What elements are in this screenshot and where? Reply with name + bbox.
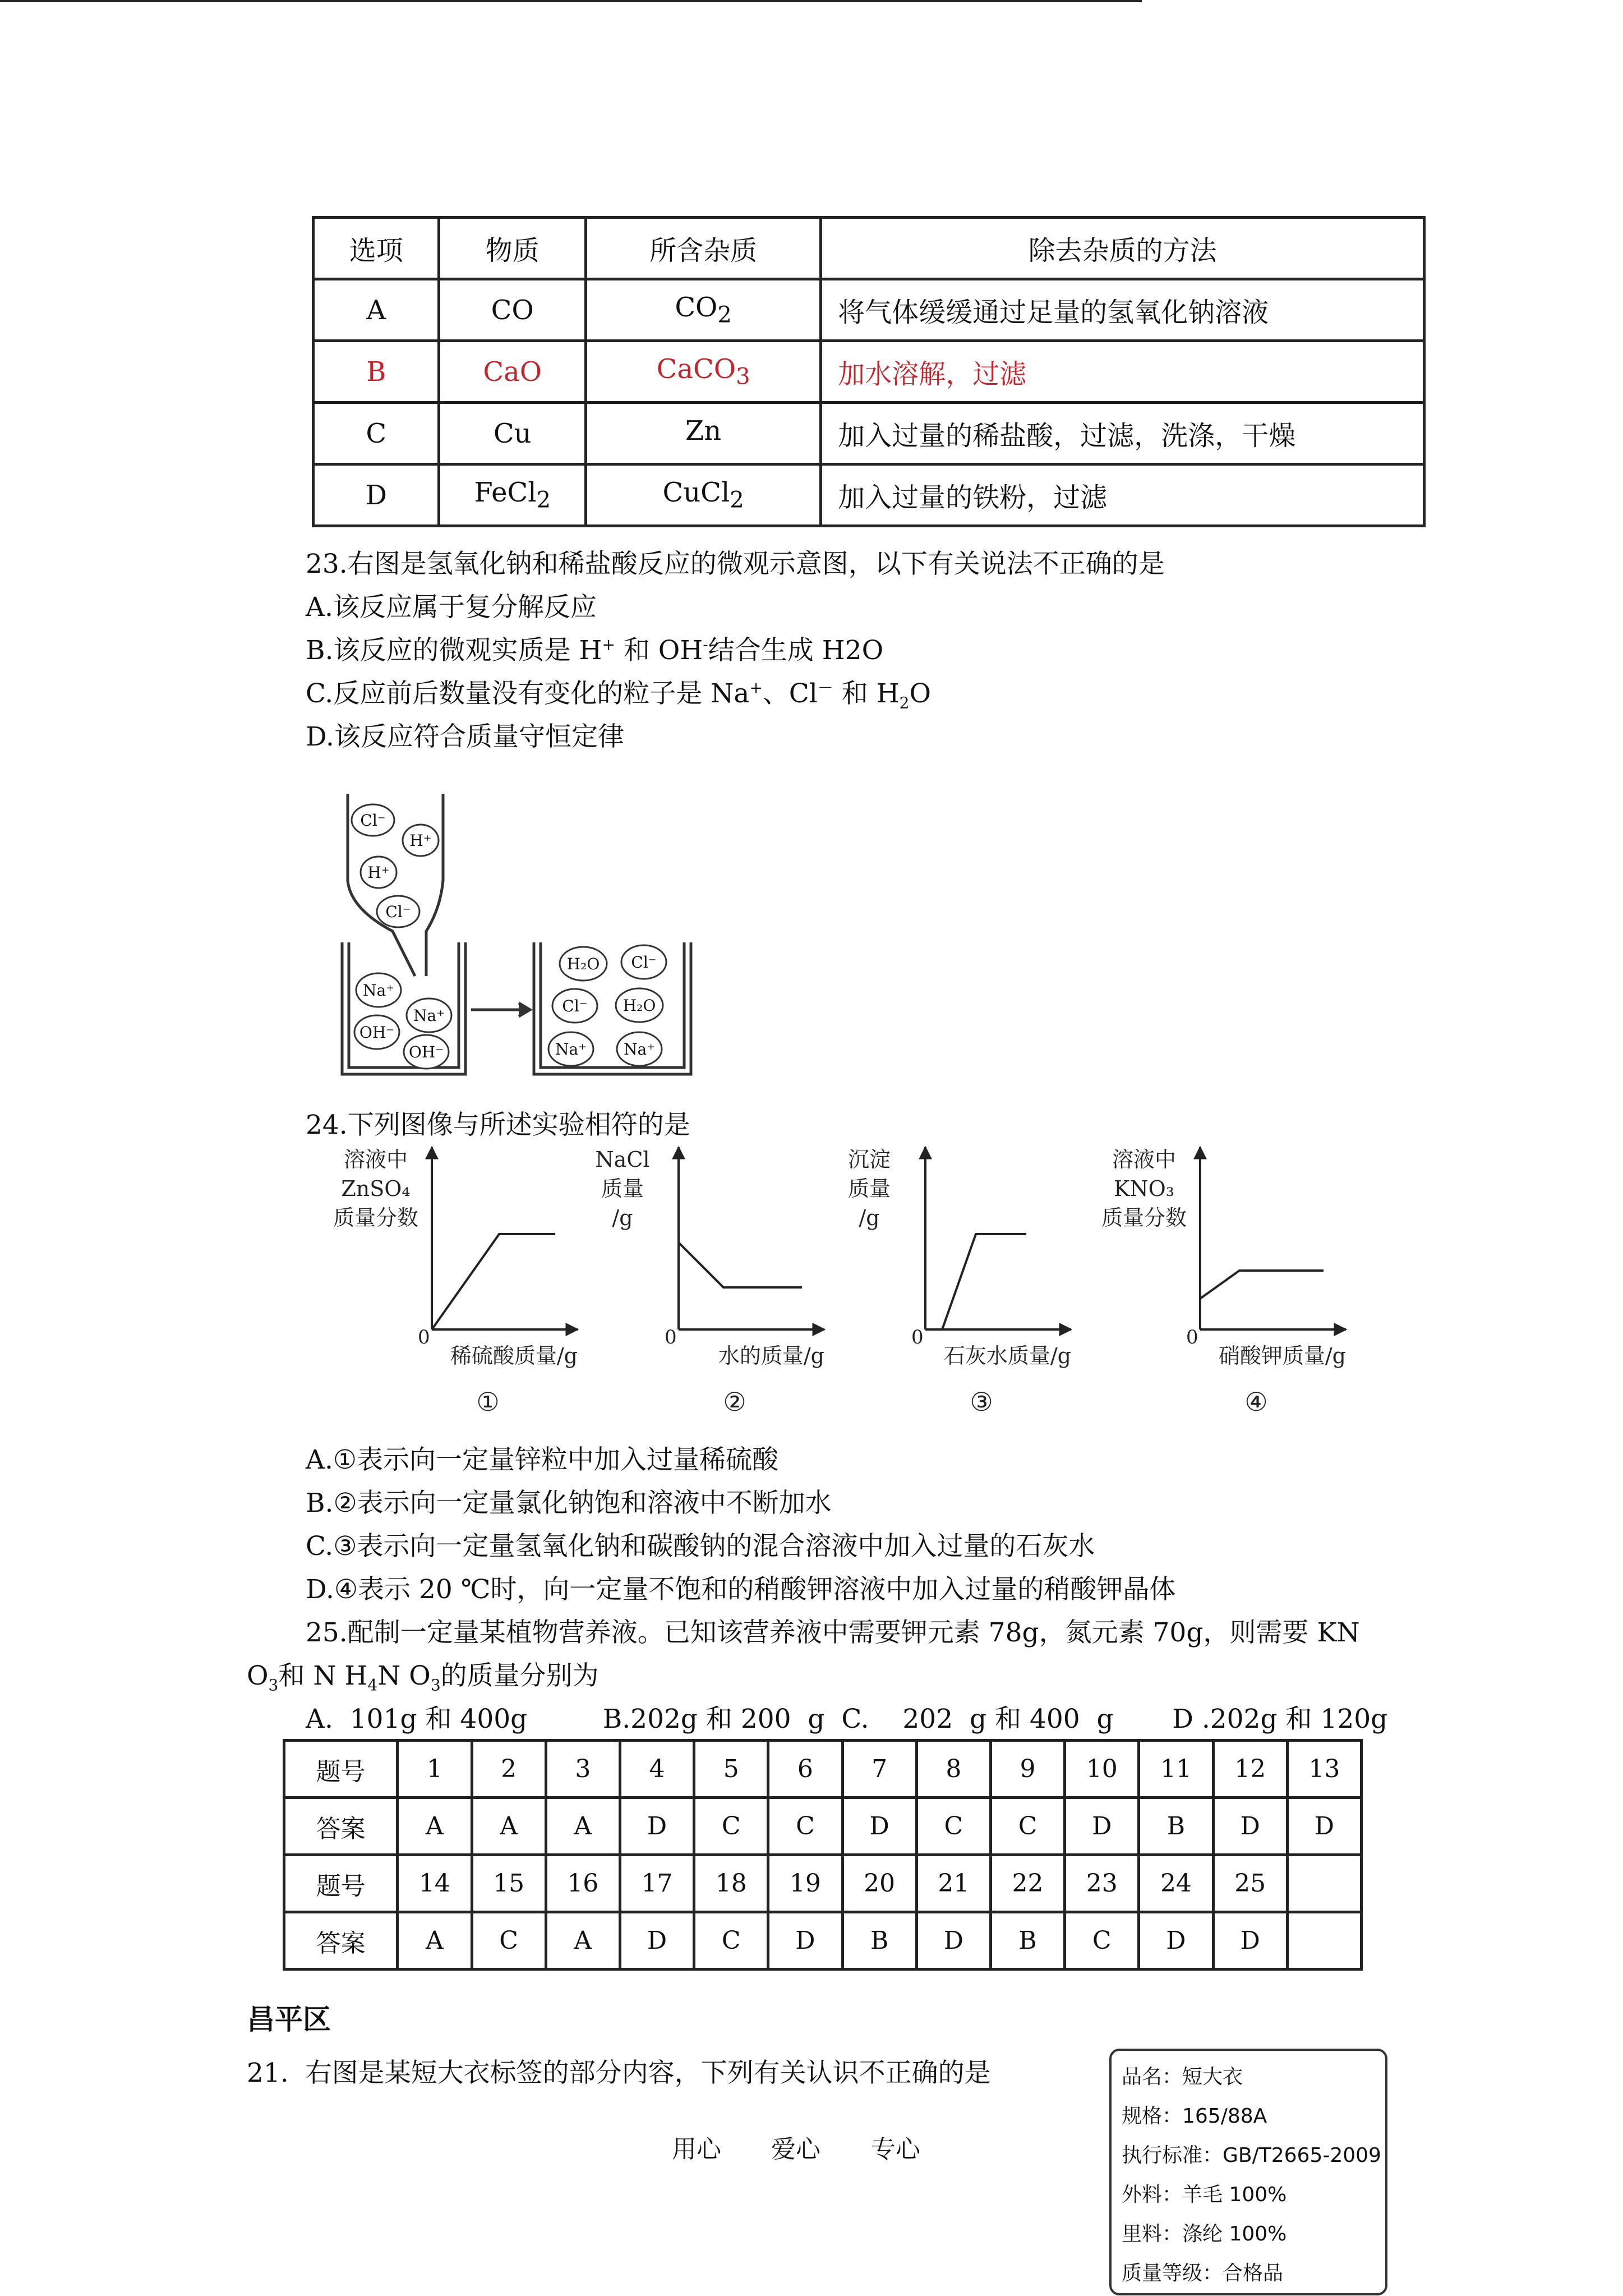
- q24-option-c: C.③表示向一定量氢氧化钠和碳酸钠的混合溶液中加入过量的石灰水: [306, 1531, 1095, 1562]
- answer-cell: D: [1139, 1912, 1213, 1970]
- label-line: 品名：短大衣: [1122, 2065, 1243, 2088]
- ion-label: Cl⁻: [360, 811, 386, 830]
- garment-label: [1109, 2049, 1387, 2295]
- answer-cell: 23: [1065, 1855, 1139, 1912]
- footer-word: 用心: [672, 2135, 721, 2164]
- row-label: 答案: [284, 1798, 398, 1855]
- graph-y-label: 质量: [601, 1176, 644, 1201]
- cell-option: C: [313, 403, 439, 464]
- cell-method: 加水溶解，过滤: [821, 341, 1424, 403]
- answer-cell: 21: [916, 1855, 990, 1912]
- cell-substance: CO: [439, 279, 586, 341]
- q25-stem-line1: 25.配制一定量某植物营养液。已知该营养液中需要钾元素 78g，氮元素 70g，则需要 KN: [306, 1617, 1360, 1648]
- row-label: 题号: [284, 1855, 398, 1912]
- cell-method: 加入过量的稀盐酸，过滤，洗涤，干燥: [821, 403, 1424, 464]
- answer-cell: A: [398, 1912, 472, 1970]
- answer-cell: D: [1287, 1798, 1361, 1855]
- ion-label: Na⁺: [555, 1040, 587, 1059]
- cell-method: 将气体缓缓通过足量的氢氧化钠溶液: [821, 279, 1424, 341]
- answer-cell: 24: [1139, 1855, 1213, 1912]
- cell-substance: Cu: [439, 403, 586, 464]
- funnel-right-wall: [426, 794, 443, 976]
- table-row: [313, 341, 1424, 403]
- answer-cell: 22: [990, 1855, 1064, 1912]
- answer-row: [284, 1798, 1362, 1855]
- graph-y-label: ZnSO₄: [341, 1176, 411, 1201]
- graph-y-label: /g: [612, 1205, 633, 1230]
- answer-cell: 16: [546, 1855, 620, 1912]
- graph-curve: [942, 1234, 1026, 1329]
- answer-table: [283, 1739, 1363, 1971]
- ion-label: Na⁺: [413, 1006, 445, 1025]
- label-line: 规格：165/88A: [1122, 2105, 1267, 2128]
- q23-option-a: A.该反应属于复分解反应: [306, 592, 597, 623]
- q24-stem: 24.下列图像与所述实验相符的是: [306, 1110, 690, 1140]
- answer-row: [284, 1741, 1362, 1798]
- q25-options: A. 101g 和 400g B.202g 和 200 g C. 202 g 和 400 g D .202g 和 120g: [306, 1704, 1388, 1734]
- cell-substance: CaO: [439, 341, 586, 403]
- graph-3: [848, 1147, 1071, 1417]
- label-line: 外料：羊毛 100%: [1122, 2183, 1287, 2206]
- header-impurity: 所含杂质: [586, 218, 821, 279]
- answer-cell: C: [694, 1912, 768, 1970]
- q21-stem: 21. 右图是某短大衣标签的部分内容，下列有关认识不正确的是: [247, 2058, 991, 2088]
- answer-row: [284, 1855, 1362, 1912]
- header-method: 除去杂质的方法: [821, 218, 1424, 279]
- graph-x-label: 石灰水质量/g: [943, 1343, 1071, 1368]
- answer-cell: D: [1065, 1798, 1139, 1855]
- answer-cell: 2: [472, 1741, 546, 1798]
- q23-option-c: C.反应前后数量没有变化的粒子是 Na+、Cl－ 和 $H_2O$: [306, 678, 932, 712]
- answer-cell: 4: [620, 1741, 694, 1798]
- ion-label: Cl⁻: [385, 903, 411, 921]
- cell-option: B: [313, 341, 439, 403]
- q24-option-a: A.①表示向一定量锌粒中加入过量稀硫酸: [306, 1444, 779, 1475]
- graph-y-label: 质量分数: [333, 1205, 419, 1230]
- label-line: 里料：涤纶 100%: [1122, 2223, 1287, 2246]
- answer-cell: 8: [916, 1741, 990, 1798]
- answer-cell: 11: [1139, 1741, 1213, 1798]
- table-header-row: [313, 218, 1424, 279]
- cell-impurity: $CO_2$: [586, 279, 821, 341]
- answer-cell: 17: [620, 1855, 694, 1912]
- graph-number: ③: [970, 1387, 993, 1417]
- cell-impurity: CaCO$_3$: [586, 341, 821, 403]
- answer-cell: 1: [398, 1741, 472, 1798]
- answer-cell: A: [398, 1798, 472, 1855]
- graph-origin: 0: [1186, 1326, 1198, 1349]
- answer-cell: B: [990, 1912, 1064, 1970]
- answer-cell: C: [1065, 1912, 1139, 1970]
- graph-x-label: 水的质量/g: [718, 1343, 824, 1368]
- cell-option: A: [313, 279, 439, 341]
- cell-impurity: Zn: [586, 403, 821, 464]
- header-rule: [0, 0, 1142, 2]
- ion-label: Na⁺: [363, 981, 394, 1000]
- graph-y-label: 沉淀: [847, 1147, 891, 1172]
- reaction-diagram: [336, 791, 701, 1088]
- ion-label: Na⁺: [624, 1040, 655, 1059]
- answer-row: [284, 1912, 1362, 1970]
- table-row: [313, 403, 1424, 464]
- answer-cell: 25: [1213, 1855, 1287, 1912]
- answer-cell: 6: [768, 1741, 842, 1798]
- cell-substance: FeCl$_2$: [439, 464, 586, 526]
- answer-cell: 20: [842, 1855, 916, 1912]
- footer-word: 专心: [871, 2135, 920, 2164]
- answer-cell: C: [768, 1798, 842, 1855]
- label-line: 质量等级：合格品: [1122, 2262, 1284, 2285]
- graph-origin: 0: [665, 1326, 677, 1349]
- graph-x-label: 硝酸钾质量/g: [1218, 1343, 1346, 1368]
- graph-4: [1101, 1147, 1346, 1417]
- graph-y-label: 溶液中: [1112, 1147, 1177, 1172]
- ion-label: H₂O: [623, 996, 656, 1015]
- cell-method: 加入过量的铁粉，过滤: [821, 464, 1424, 526]
- answer-cell: C: [990, 1798, 1064, 1855]
- answer-cell: D: [620, 1912, 694, 1970]
- label-line: 执行标准：GB/T2665-2009: [1122, 2144, 1381, 2167]
- graph-origin: 0: [418, 1326, 430, 1349]
- table-row: [313, 279, 1424, 341]
- q23-option-b: B.该反应的微观实质是 H+ 和 OH-结合生成 H2O: [306, 635, 884, 666]
- graphs-panel: [314, 1144, 1436, 1436]
- graph-x-label: 稀硫酸质量/g: [450, 1343, 578, 1368]
- footer-word: 爱心: [771, 2135, 820, 2164]
- answer-cell: D: [620, 1798, 694, 1855]
- answer-cell: C: [694, 1798, 768, 1855]
- table-row: [313, 464, 1424, 526]
- answer-cell: 14: [398, 1855, 472, 1912]
- answer-cell: 15: [472, 1855, 546, 1912]
- graph-y-label: NaCl: [595, 1147, 650, 1172]
- q24-option-d: D.④表示 20 ℃时，向一定量不饱和的稍酸钾溶液中加入过量的稍酸钾晶体: [306, 1574, 1176, 1605]
- q24-option-b: B.②表示向一定量氯化钠饱和溶液中不断加水: [306, 1488, 832, 1519]
- ion-label: Cl⁻: [562, 997, 588, 1015]
- ion-label: OH⁻: [359, 1023, 395, 1042]
- graph-number: ④: [1244, 1387, 1268, 1417]
- ion-label: H⁺: [409, 831, 432, 850]
- graph-y-label: 溶液中: [343, 1147, 408, 1172]
- graph-number: ①: [476, 1387, 500, 1417]
- answer-cell: A: [546, 1912, 620, 1970]
- q25-stem-line2: $O_3$和 N $H_4N$ $O_3$的质量分别为: [247, 1660, 599, 1695]
- answer-cell: D: [1213, 1798, 1287, 1855]
- ion-label: H⁺: [367, 863, 390, 882]
- graph-curve: [432, 1234, 555, 1329]
- answer-cell: D: [1213, 1912, 1287, 1970]
- answer-cell: [1287, 1855, 1361, 1912]
- graph-origin: 0: [911, 1326, 924, 1349]
- answer-cell: 5: [694, 1741, 768, 1798]
- answer-cell: C: [472, 1912, 546, 1970]
- row-label: 题号: [284, 1741, 398, 1798]
- cell-option: D: [313, 464, 439, 526]
- answer-cell: A: [546, 1798, 620, 1855]
- graph-y-label: KNO₃: [1113, 1176, 1175, 1201]
- answer-cell: 19: [768, 1855, 842, 1912]
- row-label: 答案: [284, 1912, 398, 1970]
- q23-option-d: D.该反应符合质量守恒定律: [306, 721, 624, 752]
- answer-cell: B: [842, 1912, 916, 1970]
- answer-cell: 12: [1213, 1741, 1287, 1798]
- cell-impurity: CuCl$_2$: [586, 464, 821, 526]
- graph-y-label: 质量: [847, 1176, 891, 1201]
- answer-cell: A: [472, 1798, 546, 1855]
- graph-1: [333, 1147, 578, 1417]
- q23-stem: 23.右图是氢氧化钠和稀盐酸反应的微观示意图，以下有关说法不正确的是: [306, 549, 1165, 579]
- answer-cell: 13: [1287, 1741, 1361, 1798]
- answer-cell: 10: [1065, 1741, 1139, 1798]
- answer-cell: D: [842, 1798, 916, 1855]
- graph-y-label: /g: [859, 1205, 880, 1230]
- answer-cell: C: [916, 1798, 990, 1855]
- answer-cell: B: [1139, 1798, 1213, 1855]
- header-substance: 物质: [439, 218, 586, 279]
- graph-curve: [679, 1243, 802, 1287]
- section-heading: 昌平区: [247, 2003, 331, 2036]
- answer-cell: 18: [694, 1855, 768, 1912]
- answer-cell: [1287, 1912, 1361, 1970]
- answer-cell: D: [768, 1912, 842, 1970]
- answer-cell: 9: [990, 1741, 1064, 1798]
- ion-label: OH⁻: [408, 1043, 444, 1061]
- graph-number: ②: [723, 1387, 746, 1417]
- answer-cell: 3: [546, 1741, 620, 1798]
- graph-y-label: 质量分数: [1101, 1205, 1187, 1230]
- impurity-table: [312, 216, 1426, 527]
- answer-cell: 7: [842, 1741, 916, 1798]
- graph-2: [595, 1147, 824, 1417]
- answer-cell: D: [916, 1912, 990, 1970]
- ion-label: Cl⁻: [631, 953, 657, 972]
- ion-label: H₂O: [566, 955, 600, 973]
- graph-curve: [1200, 1271, 1324, 1299]
- header-option: 选项: [313, 218, 439, 279]
